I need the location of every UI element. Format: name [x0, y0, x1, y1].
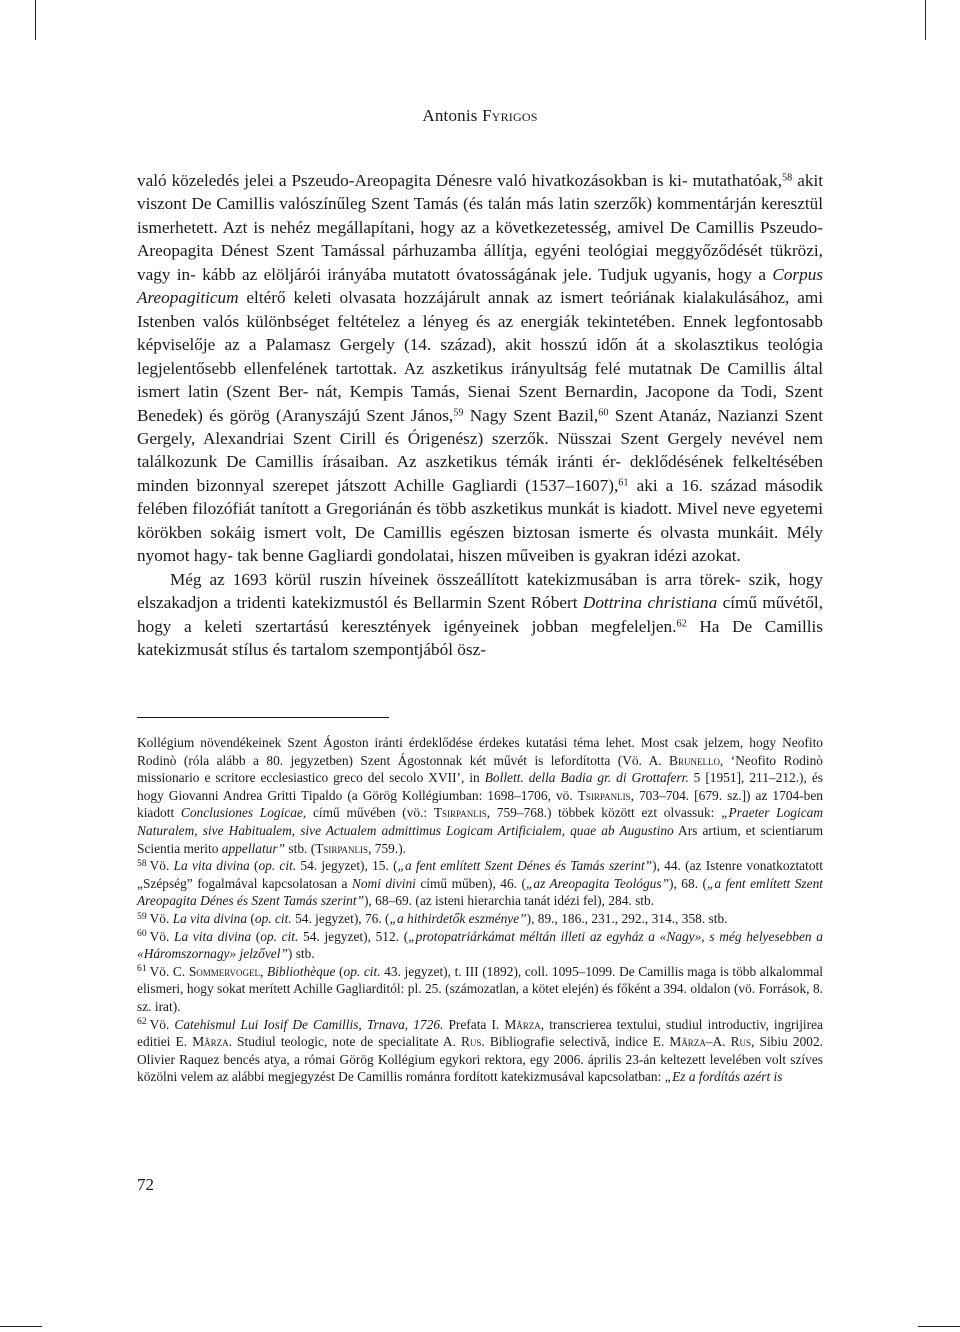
author-name: Rus [730, 1034, 752, 1050]
text-run: Tamással párhuzamba állítja, egyéni teológiai meggyőződését tükrözi, vagy in- [137, 241, 823, 284]
text-run: Nagy Szent Bazil, [463, 405, 599, 425]
text-run: tak benne Gagliardi gondolatai, hiszen műveiben is gyakran idézi azokat. [237, 546, 741, 566]
author-name: Mârza [504, 1016, 541, 1032]
text-run: akit hosszú időn át a skolasztikus teológia legjelentősebb ellenfelének tartottak. [137, 335, 824, 378]
italic-quote: „a fent említett Szent Areopagita Dénes és Szent Tamás szerint” [137, 875, 823, 909]
italic-title: christiana [647, 593, 718, 613]
italic-title: Bibliothèque [267, 963, 336, 979]
text-run: szik, hogy elszakadjon a tridenti katekizmustól és Bellarmin Szent Róbert [137, 569, 823, 613]
text-run: Ars artium, et scientiarum Scientia merito [137, 822, 823, 856]
paragraph-1 [137, 169, 823, 568]
text-run: , 759.). [368, 840, 406, 856]
author-name: Brunello [669, 752, 720, 768]
footnotes [137, 734, 823, 1086]
text-run: , [260, 963, 267, 979]
text-run: görög (Aranyszájú Szent János, [229, 405, 454, 425]
text-run: 54. jegyzet), 512. ( [298, 928, 409, 944]
italic-abbrev: op. cit. [258, 858, 297, 874]
footnote-ref-61[interactable]: 61 [618, 477, 629, 489]
crop-mark-top-left [35, 0, 36, 40]
text-run: deklődésének felkeltésében minden bizonnyal szerepet játszott Achille Gagliardi [137, 452, 823, 495]
author-name: Tsirpanlis [315, 840, 369, 856]
italic-title: La vita divina [174, 928, 252, 944]
text-run: ), 89., 186., 231., 292., 314., 358. stb. [526, 910, 728, 926]
italic-title: Bollett. della Badia gr. di Grottaferr. [484, 770, 689, 786]
italic-quote: „a fent említett Szent Dénes és Tamás szerint” [397, 858, 653, 874]
italic-title: Corpus Areopagiticum [137, 264, 823, 308]
italic-quote: „az Areopagita Teológus” [525, 875, 670, 891]
footnote-number: 58 [137, 857, 147, 869]
text-run: Még az 1693 körül ruszin híveinek összeállított katekizmusában is arra törek- [170, 569, 741, 589]
footnote-62 [137, 1016, 823, 1086]
italic-abbrev: op. cit. [343, 963, 381, 979]
text-run: tekintetében. Ennek legfontosabb képviselője az a Palamasz Gergely (14. század), [137, 311, 823, 355]
author-name: Tsirpanlis [577, 787, 631, 803]
body-text [137, 169, 823, 662]
author-name: Rus [461, 1034, 482, 1050]
text-run: Szent Atanáz, Nazianzi Szent [608, 405, 823, 425]
text-run: Vö. [149, 910, 173, 926]
text-run: és több aszketikus munkát is kiadott. Mivel neve egyetemi körökben sokáig ismert [137, 499, 824, 542]
text-run: Gergely, Alexandriai Szent Cirill és Órigenész) szerzők. Nüsszai Szent Gergely [137, 428, 723, 448]
text-run: , 759–768.) többek között ezt olvassuk: [486, 805, 722, 821]
text-run: című művétől, hogy a keleti szertartású keresztények igényeinek jobban [137, 593, 823, 636]
text-run: volt, De Camillis egészen biztosan ismerte és olvasta munkáit. Mély nyomot hagy- [137, 522, 824, 566]
text-run: , ‘Neofito Rodinò missionario e scritore ecclesiastico greco del secolo XVII’, in [137, 752, 823, 786]
footnote-number: 61 [137, 963, 147, 975]
text-run: , című művében (vö.: [302, 805, 434, 821]
footnote-ref-62[interactable]: 62 [676, 617, 687, 629]
text-run: . Bibliografie selectivă, indice E. [481, 1034, 670, 1050]
text-run: ), 68–69. (az isteni hierarchia tanát idézi fel), 284. stb. [364, 893, 655, 909]
italic-quote: „Praeter Logicam Naturalem, sive Habitualem, sive Actualem admittimus Logicam Artificialem, quae ab Augustino [137, 805, 824, 838]
footnote-61 [137, 963, 823, 1016]
text-run: ) stb. [287, 946, 315, 962]
text-run: Vö. [149, 858, 174, 874]
text-run: ( [247, 910, 255, 926]
text-run: Vö. [149, 1016, 175, 1032]
footnote-number: 60 [137, 928, 147, 940]
text-run: –A. [705, 1034, 731, 1050]
footnote-ref-58[interactable]: 58 [781, 172, 793, 184]
text-run: , Sibiu 2002. Olivier Raquez bencés atya, a római Görög Kollégium egykori rektora, egy 2006. április 23-án keltezett levelében volt szíves közölni velem az alábbi megjegyzést De Camillis románra fordított katekizmusával kapcsolatban: [137, 1034, 824, 1085]
text-run: 54. jegyzet), 76. ( [291, 910, 390, 926]
text-run: stb. ( [285, 840, 316, 856]
footnote-60 [137, 928, 823, 963]
author-name: Sommervogel [188, 963, 261, 979]
text-run: kialakulásához, ami Istenben valós különbséget feltételez a lényeg és az energiák [137, 288, 823, 331]
footnote-59 [137, 910, 823, 928]
text-run: nát, Kempis Tamás, Sienai Szent Bernardin, Jacopone da Todi, Szent Benedek) és [137, 382, 823, 425]
italic-abbrev: op. cit. [260, 928, 299, 944]
text-run: ), 68. ( [669, 875, 707, 891]
text-run: hogy az a következetesség, amivel De Camillis Pszeudo-Areopagita Dénest Szent [137, 217, 823, 261]
text-run: Az aszketikus irányultság felé mutatnak De Camillis által ismert latin (Szent Ber- [137, 358, 823, 402]
text-run: 5 [1951], 211–212.), és hogy Giovanni Andrea Gritti Tipaldo (a Görög Kollégiumban: 1698–1706, vö. [137, 770, 823, 803]
footnote-separator [137, 717, 389, 718]
footnote-ref-59[interactable]: 59 [453, 406, 464, 418]
text-run: akit viszont De Camillis valószínűleg Szent Tamás (és talán más [137, 171, 824, 214]
text-run: való közeledés jelei a Pszeudo-Areopagita Dénesre való hivatkozásokban is ki- [137, 171, 688, 190]
text-run: ( [251, 928, 261, 944]
text-run: megfeleljen. [591, 616, 677, 636]
text-run: mutathatóak, [692, 171, 782, 190]
footnote-number: 59 [137, 910, 147, 922]
running-head [137, 106, 823, 126]
author-name: Mârza [192, 1034, 229, 1050]
italic-quote: „a hithirdetők eszménye” [389, 910, 527, 926]
text-run: kább az elöljárói irányába mutatott óvatosságának jele. Tudjuk ugyanis, hogy a [202, 264, 767, 284]
crop-mark-top-right [925, 0, 926, 40]
text-run: . Studiul teologic, note de specialitate A. [228, 1034, 461, 1050]
footnote-58 [137, 857, 823, 910]
text-run: ( [335, 963, 344, 979]
italic-title: Dottrina [582, 593, 643, 613]
running-head-author-first: Antonis [422, 106, 483, 125]
running-head-author-last: Fyrigos [482, 106, 538, 125]
crop-mark-bottom-left [0, 1326, 42, 1327]
italic-title: La vita divina [173, 858, 250, 874]
italic-quote: „Ez a fordítás azért is [664, 1069, 783, 1085]
text-run: eltérő keleti olvasata hozzájárult annak az ismert teóriának [238, 288, 675, 308]
italic-quote: „protopatriárkámat méltán illeti az egyház a «Nagy», s még helyesebben a «Háromszornagy» jelzővel” [137, 928, 823, 962]
text-run: 54. jegyzet), 15. ( [296, 858, 398, 874]
author-name: Mârza [669, 1034, 706, 1050]
author-name: Tsirpanlis [433, 805, 487, 821]
text-run: latin szerzők) kommentárján keresztül ismerhetett. Azt is nehéz megállapítani, [137, 194, 823, 237]
crop-mark-bottom-right [918, 1326, 960, 1327]
text-run: Vö. C. [149, 963, 189, 979]
italic-title: Nomi divini [351, 875, 416, 891]
text-run: Kollégium növendékeinek Szent Ágoston iránti érdeklődése érdekes kutatási téma lehet. Most csak jelzem, hogy Neofito Rodinò (róla alább a 80. jegyzetben) Szent Ágostonnak két művét is lefordította (Vö. A. [137, 735, 823, 768]
text-run: , transcrierea textului, studiul introductiv, ingrijirea editiei E. [137, 1016, 823, 1050]
paragraph-2 [137, 568, 823, 662]
text-run: (1537–1607), [525, 475, 619, 495]
text-run: ), 44. (az Istenre vonatkoztatott „Szépség” fogalmával kapcsolatosan a [137, 858, 823, 891]
text-run: Ha De Camillis katekizmusát stílus és tartalom szempontjából ösz- [137, 616, 823, 660]
italic-quote: appellatur” [221, 840, 286, 856]
text-run: nevével nem találkozunk De Camillis írásaiban. Az aszketikus témák iránti ér- [137, 428, 824, 472]
text-run: ( [249, 858, 259, 874]
text-run: , 703–704. [679. sz.]) az 1704-ben kiadott [137, 787, 823, 821]
text-run: Prefata I. [443, 1016, 505, 1032]
footnote-continuation [137, 734, 823, 857]
text-run: című műben), 46. ( [415, 875, 526, 891]
italic-title: Conclusiones Logicae [180, 805, 303, 821]
italic-title: Catehismul Lui Iosif De Camillis, Trnava, 1726. [174, 1016, 444, 1032]
footnote-ref-60[interactable]: 60 [598, 406, 609, 418]
text-run: aki a 16. század második felében filozófiát tanított a Gregoriánán [137, 475, 823, 519]
text-run: Vö. [149, 928, 175, 944]
text-run: 43. jegyzet), t. III (1892), coll. 1095–1099. De Camillis maga is több alkalommal elismeri, hogy sokat merített Achille Gagliarditól: pl. 25. (számozatlan, a kötet elején) és főként a 394. oldalon (vö. Források, 8. sz. irat). [137, 963, 823, 1014]
page-number: 72 [137, 1175, 154, 1194]
italic-title: La vita divina [172, 910, 248, 926]
italic-abbrev: op. cit. [254, 910, 292, 926]
footnote-number: 62 [137, 1016, 147, 1028]
